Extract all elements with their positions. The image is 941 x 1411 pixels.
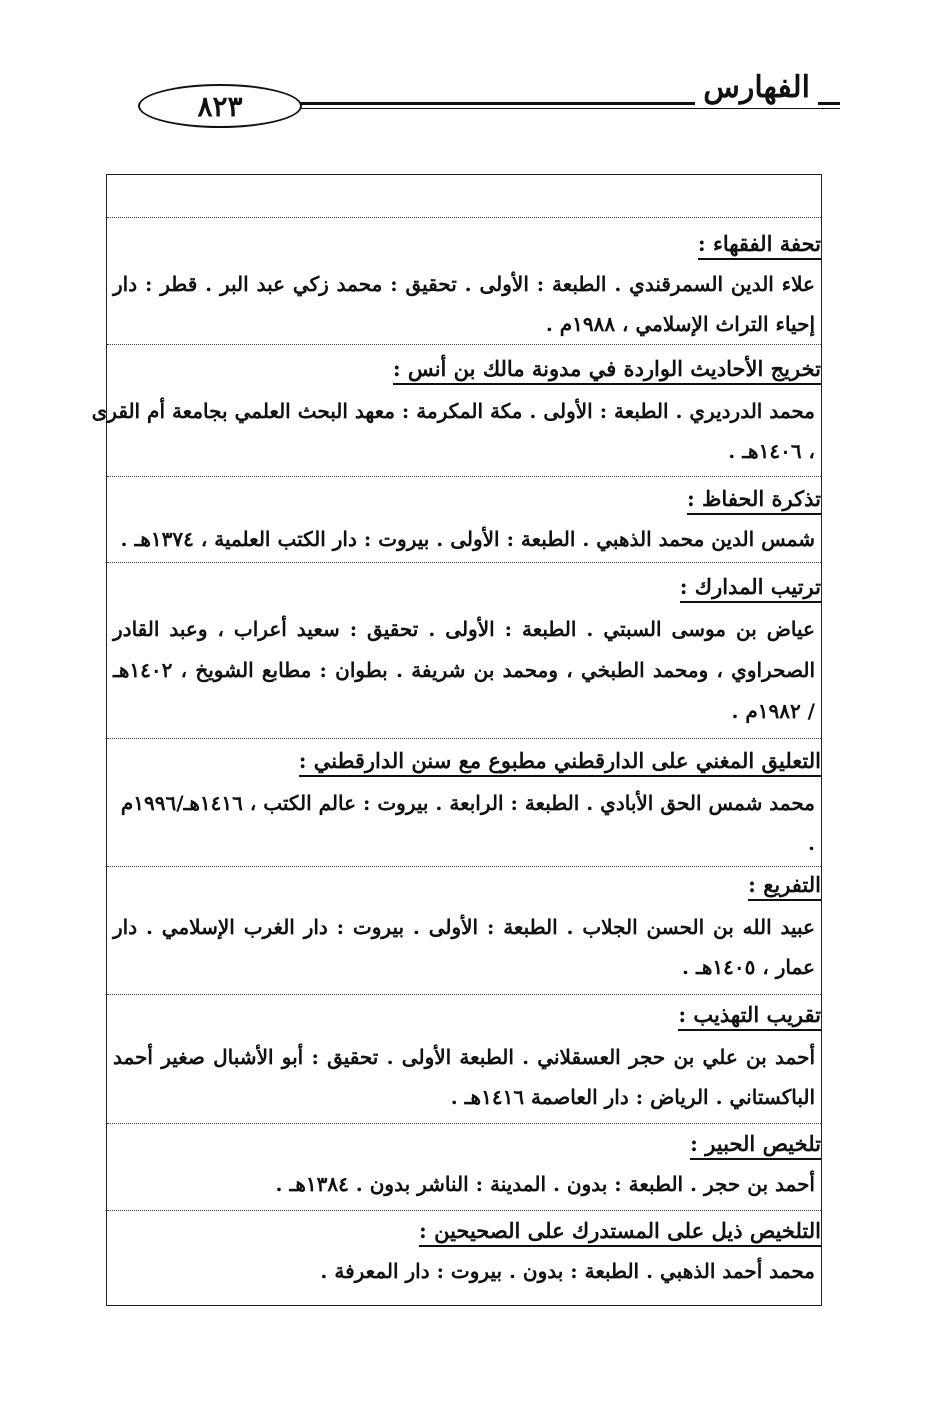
- entry-tuhfat-al-fuqaha: [107, 217, 821, 345]
- entry-tadhkirat-al-huffaz: [107, 476, 821, 563]
- page-number: ٨٢٣: [197, 89, 243, 123]
- entry-title: تلخيص الحبير :: [690, 1130, 821, 1160]
- entry-title: التفريع :: [748, 871, 821, 901]
- entry-line: الباكستاني . الرياض : دار العاصمة ١٤١٦هـ .: [450, 1085, 815, 1109]
- entry-al-talkhis-dhayl: [107, 1210, 821, 1308]
- entry-line: الصحراوي ، ومحمد الطبخي ، ومحمد بن شريفة . بطوان : مطابع الشويخ ، ١٤٠٢هـ: [113, 658, 815, 682]
- entry-line: محمد أحمد الذهبي . الطبعة : بدون . بيروت : دار المعرفة .: [320, 1259, 815, 1283]
- entry-line: .: [808, 831, 815, 855]
- entry-line: ، ١٤٠٦هـ .: [728, 439, 815, 463]
- entry-line: محمد الدرديري . الطبعة : الأولى . مكة المكرمة : معهد البحث العلمي بجامعة أم القرى: [91, 399, 815, 423]
- entry-line: أحمد بن حجر . الطبعة : بدون . المدينة : الناشر بدون . ١٣٨٤هـ .: [275, 1172, 815, 1196]
- entry-title: تذكرة الحفاظ :: [687, 485, 821, 515]
- entry-line: عمار ، ١٤٠٥هـ .: [682, 955, 815, 979]
- bibliography-frame: [91, 174, 822, 1306]
- entry-tartib-al-madarik: [107, 562, 821, 739]
- blank-row: [107, 175, 821, 217]
- entry-line: علاء الدين السمرقندي . الطبعة : الأولى . تحقيق : محمد زكي عبد البر . قطر : دار: [113, 272, 815, 296]
- entry-al-taliq-al-mughni: [107, 738, 821, 867]
- page-number-oval: [138, 84, 302, 128]
- entry-line: / ١٩٨٢م .: [731, 699, 815, 723]
- entry-title: تقريب التهذيب :: [678, 1001, 821, 1031]
- entry-talkhis-al-habir: [107, 1123, 821, 1211]
- entry-title: التعليق المغني على الدارقطني مطبوع مع سنن الدارقطني :: [299, 747, 821, 777]
- running-title: الفهارس: [695, 70, 818, 105]
- entry-title: ترتيب المدارك :: [680, 573, 821, 603]
- entry-al-tafri: [107, 866, 821, 995]
- entry-title: تخريج الأحاديث الواردة في مدونة مالك بن أنس :: [393, 355, 821, 385]
- entry-line: عياض بن موسى السبتي . الطبعة : الأولى . تحقيق : سعيد أعراب ، وعبد القادر: [113, 617, 815, 641]
- entry-line: عبيد الله بن الحسن الجلاب . الطبعة : الأولى . بيروت : دار الغرب الإسلامي . دار: [113, 915, 815, 939]
- entry-taqrib-al-tahdhib: [107, 994, 821, 1124]
- entry-line: إحياء التراث الإسلامي ، ١٩٨٨م .: [545, 312, 815, 336]
- entry-line: شمس الدين محمد الذهبي . الطبعة : الأولى . بيروت : دار الكتب العلمية ، ١٣٧٤هـ .: [120, 527, 815, 551]
- entry-line: محمد شمس الحق الأبادي . الطبعة : الرابعة . بيروت : عالم الكتب ، ١٤١٦هـ/١٩٩٦م: [120, 791, 815, 815]
- entry-line: أحمد بن علي بن حجر العسقلاني . الطبعة الأولى . تحقيق : أبو الأشبال صغير أحمد: [113, 1045, 815, 1069]
- entry-title: تحفة الفقهاء :: [698, 230, 821, 260]
- entry-title: التلخيص ذيل على المستدرك على الصحيحين :: [419, 1217, 821, 1247]
- page-header: [100, 72, 840, 142]
- entry-takhrij-al-ahadith: [91, 344, 821, 477]
